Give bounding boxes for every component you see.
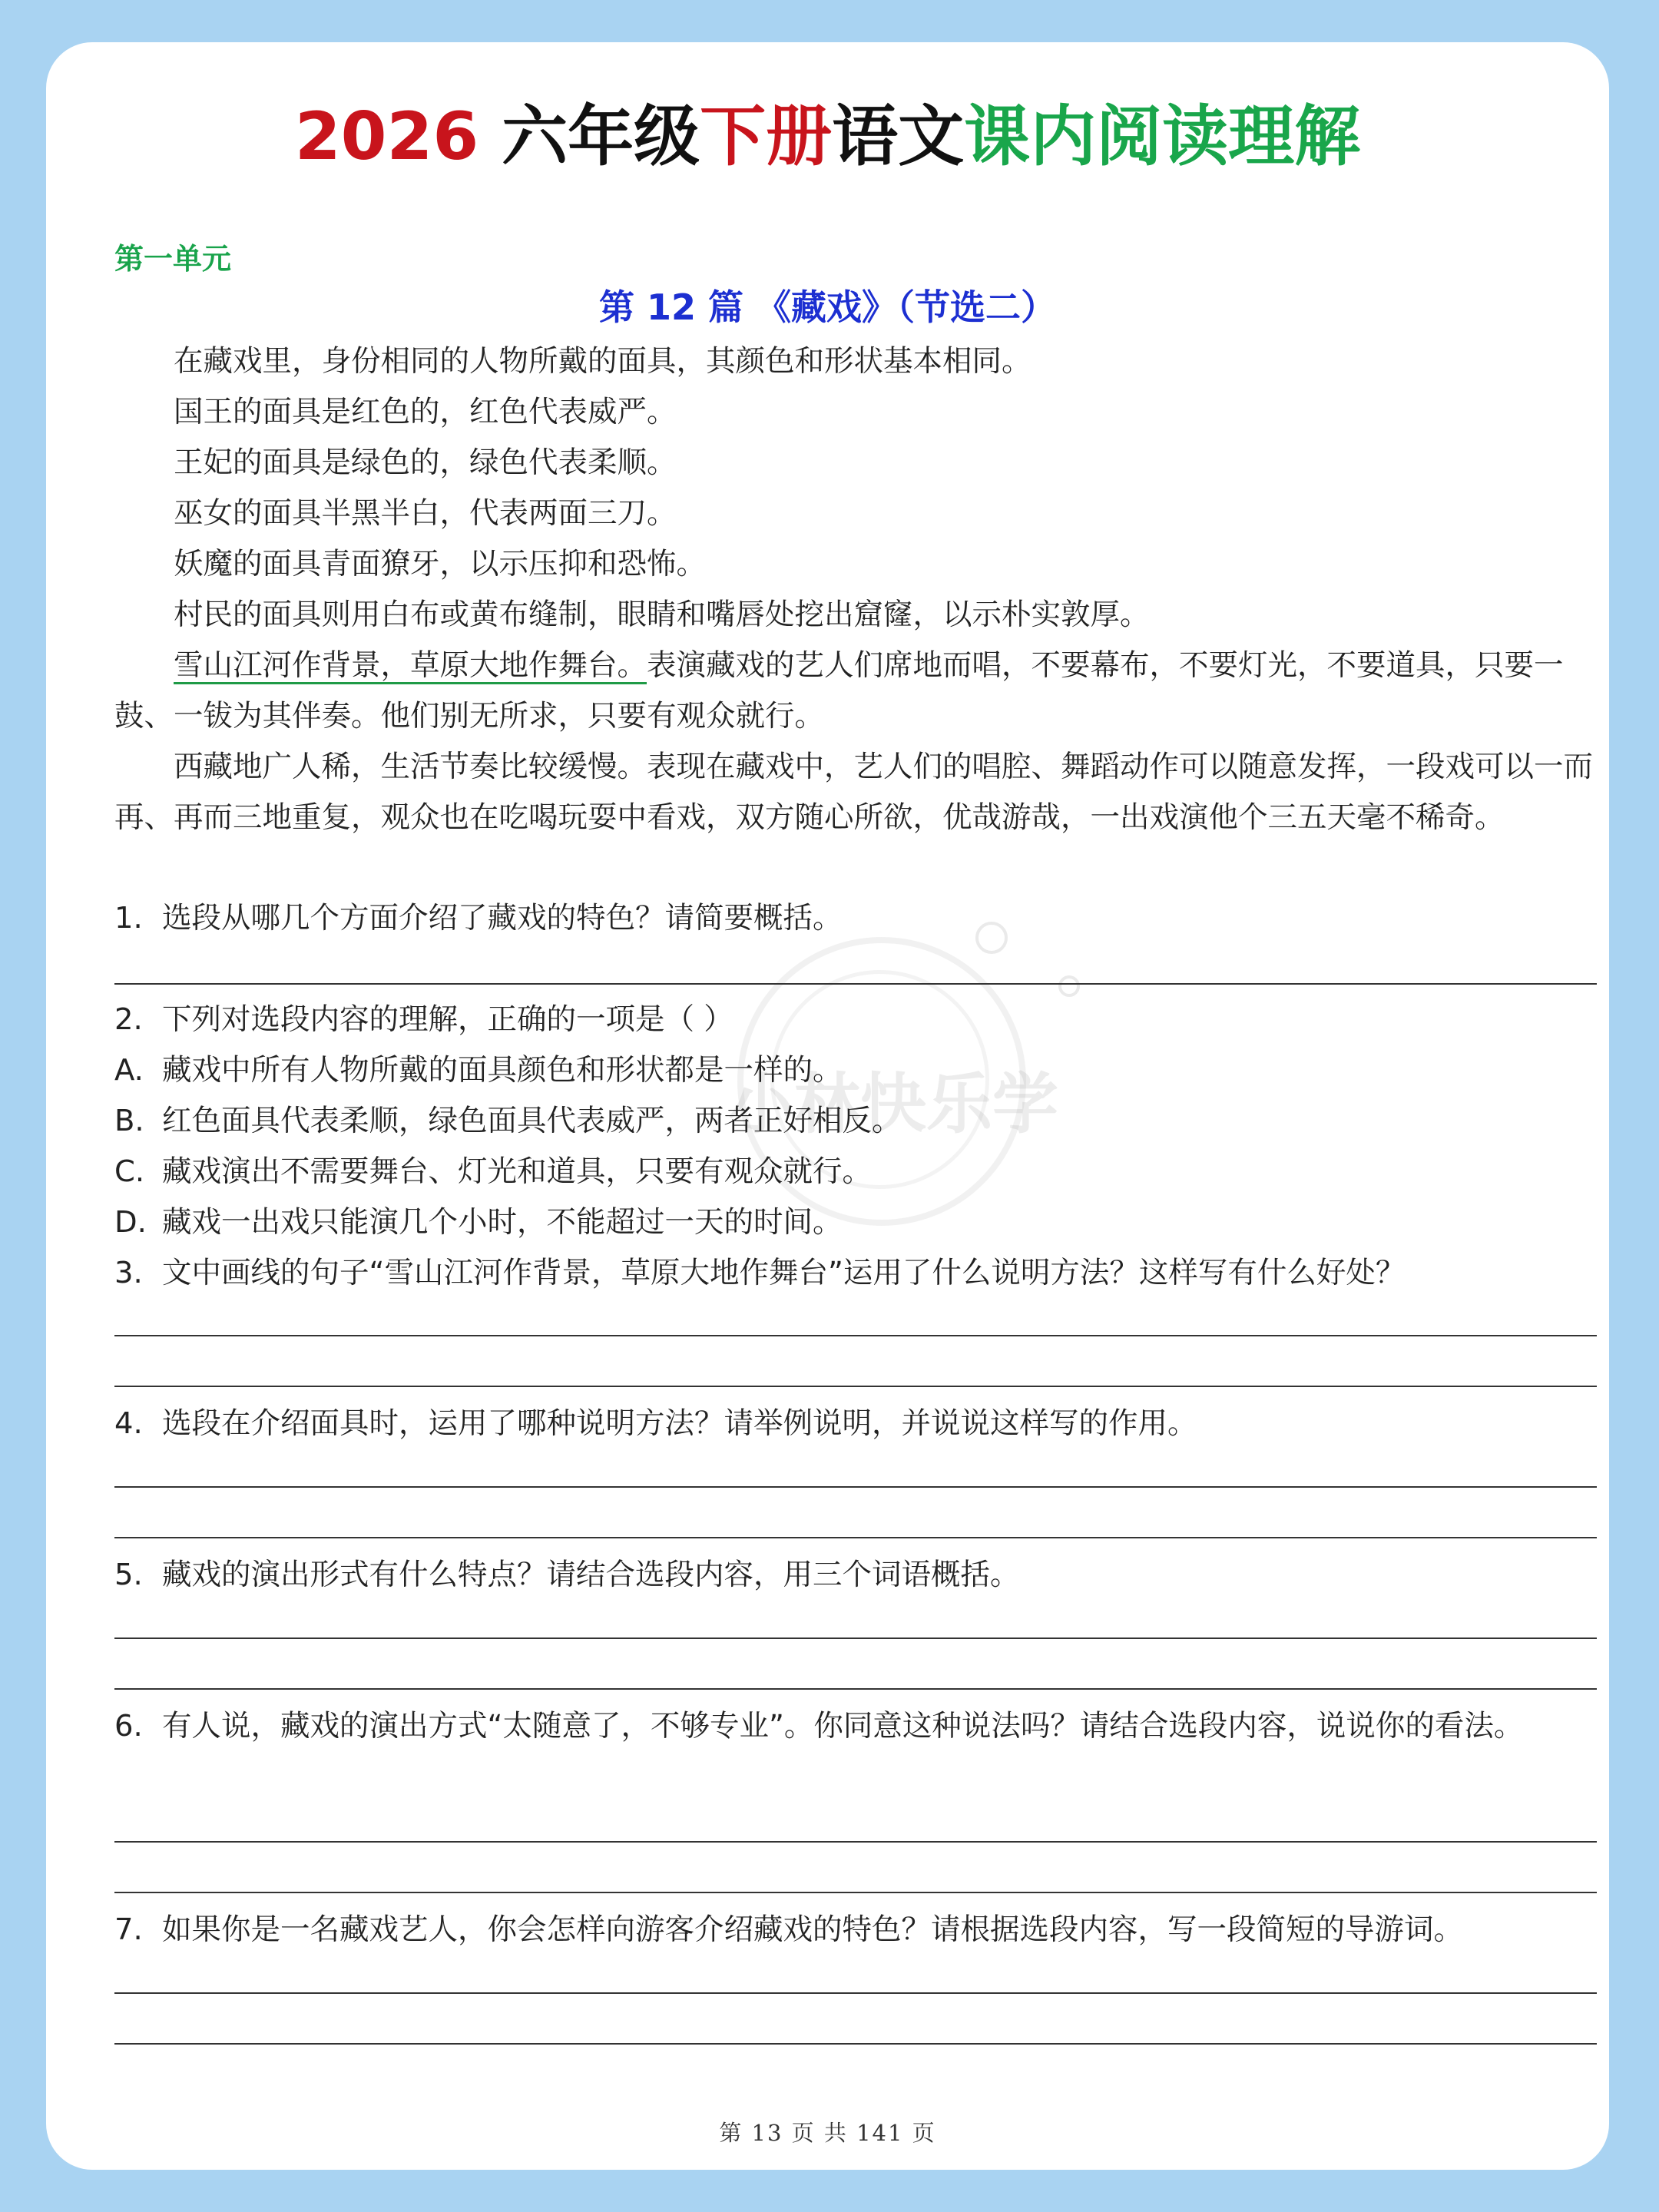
option-label: A. — [114, 1053, 144, 1088]
answer-line[interactable] — [114, 1892, 1597, 1893]
unit-label: 第一单元 — [114, 242, 232, 276]
title-year: 2026 — [294, 98, 479, 175]
answer-line[interactable] — [114, 2043, 1597, 2045]
option-label: B. — [114, 1104, 144, 1138]
answer-line[interactable] — [114, 1992, 1597, 1994]
option-c[interactable] — [114, 1147, 1597, 1197]
answer-line[interactable] — [114, 1537, 1597, 1538]
question-text: 选段在介绍面具时，运用了哪种说明方法？请举例说明，并说说这样写的作用。 — [162, 1406, 1197, 1441]
question-text: 藏戏的演出形式有什么特点？请结合选段内容，用三个词语概括。 — [162, 1558, 1020, 1592]
question-number: 1. — [114, 901, 143, 935]
worksheet-page — [46, 42, 1609, 2170]
answer-line[interactable] — [114, 1637, 1597, 1639]
question-text: 文中画线的句子“雪山江河作背景，草原大地作舞台”运用了什么说明方法？这样写有什么好处？ — [162, 1256, 1406, 1290]
question-text: 有人说，藏戏的演出方式“太随意了，不够专业”。你同意这种说法吗？请结合选段内容，说说你的看法。 — [162, 1709, 1524, 1743]
option-d[interactable] — [114, 1197, 1597, 1248]
title-topic: 课内阅读理解 — [964, 98, 1361, 175]
question-1 — [114, 893, 1597, 944]
article-title: 第 12 篇 《藏戏》（节选二） — [598, 286, 1057, 328]
question-3 — [114, 1248, 1597, 1299]
answer-line[interactable] — [114, 1841, 1597, 1843]
question-7 — [114, 1905, 1597, 1955]
answer-line[interactable] — [114, 1688, 1597, 1690]
answer-line[interactable] — [114, 1335, 1597, 1336]
question-number: 7. — [114, 1912, 143, 1947]
paragraph: 在藏戏里，身份相同的人物所戴的面具，其颜色和形状基本相同。 — [174, 344, 1031, 379]
paragraph: 王妃的面具是绿色的，绿色代表柔顺。 — [174, 445, 677, 480]
answer-line[interactable] — [114, 1486, 1597, 1488]
paragraph: 妖魔的面具青面獠牙，以示压抑和恐怖。 — [174, 547, 707, 581]
option-text: 红色面具代表柔顺，绿色面具代表威严，两者正好相反。 — [162, 1104, 902, 1138]
question-number: 2. — [114, 1002, 143, 1037]
title-subject: 语文 — [832, 98, 965, 175]
option-label: D. — [114, 1205, 147, 1240]
answer-line[interactable] — [114, 1386, 1597, 1387]
question-text: 如果你是一名藏戏艺人，你会怎样向游客介绍藏戏的特色？请根据选段内容，写一段简短的导游词。 — [162, 1912, 1464, 1947]
question-text: 下列对选段内容的理解，正确的一项是（ ） — [162, 1002, 733, 1037]
option-b[interactable] — [114, 1096, 1597, 1147]
option-label: C. — [114, 1154, 145, 1189]
document-title — [46, 94, 1609, 179]
watermark-text: 小林快乐学 — [728, 1066, 1058, 1143]
question-number: 5. — [114, 1558, 143, 1592]
option-text: 藏戏一出戏只能演几个小时，不能超过一天的时间。 — [162, 1205, 843, 1240]
title-book: 下册 — [700, 98, 833, 175]
answer-line[interactable] — [114, 983, 1597, 985]
question-4 — [114, 1399, 1597, 1449]
paragraph: 巫女的面具半黑半白，代表两面三刀。 — [174, 496, 677, 531]
question-number: 4. — [114, 1406, 143, 1441]
watermark-dot — [1058, 975, 1080, 997]
option-a[interactable] — [114, 1045, 1597, 1096]
option-text: 藏戏演出不需要舞台、灯光和道具，只要有观众就行。 — [162, 1154, 873, 1189]
option-text: 藏戏中所有人物所戴的面具颜色和形状都是一样的。 — [162, 1053, 843, 1088]
underlined-sentence: 雪山江河作背景，草原大地作舞台。 — [174, 648, 647, 683]
question-number: 6. — [114, 1709, 143, 1743]
paragraph: 国王的面具是红色的，红色代表威严。 — [174, 395, 677, 429]
question-2 — [114, 995, 1597, 1045]
question-5 — [114, 1550, 1597, 1601]
paragraph — [114, 641, 1597, 742]
question-text: 选段从哪几个方面介绍了藏戏的特色？请简要概括。 — [162, 901, 843, 935]
page-number: 第 13 页 共 141 页 — [719, 2120, 936, 2146]
paragraph: 西藏地广人稀，生活节奏比较缓慢。表现在藏戏中，艺人们的唱腔、舞蹈动作可以随意发挥，一段戏可以一而再、再而三地重复，观众也在吃喝玩耍中看戏，双方随心所欲，优哉游哉，一出戏演他个三五天毫不稀奇。 — [114, 750, 1594, 835]
article-body — [114, 336, 1597, 843]
question-6 — [114, 1701, 1597, 1752]
paragraph-rest: 表演藏戏的艺人们席地而唱，不要幕布，不要灯光，不要道具，只要一鼓、一钹为其伴奏。他们别无所求，只要有观众就行。 — [114, 648, 1564, 733]
paragraph: 村民的面具则用白布或黄布缝制，眼睛和嘴唇处挖出窟窿，以示朴实敦厚。 — [174, 598, 1150, 632]
question-number: 3. — [114, 1256, 143, 1290]
title-grade: 六年级 — [478, 98, 700, 175]
